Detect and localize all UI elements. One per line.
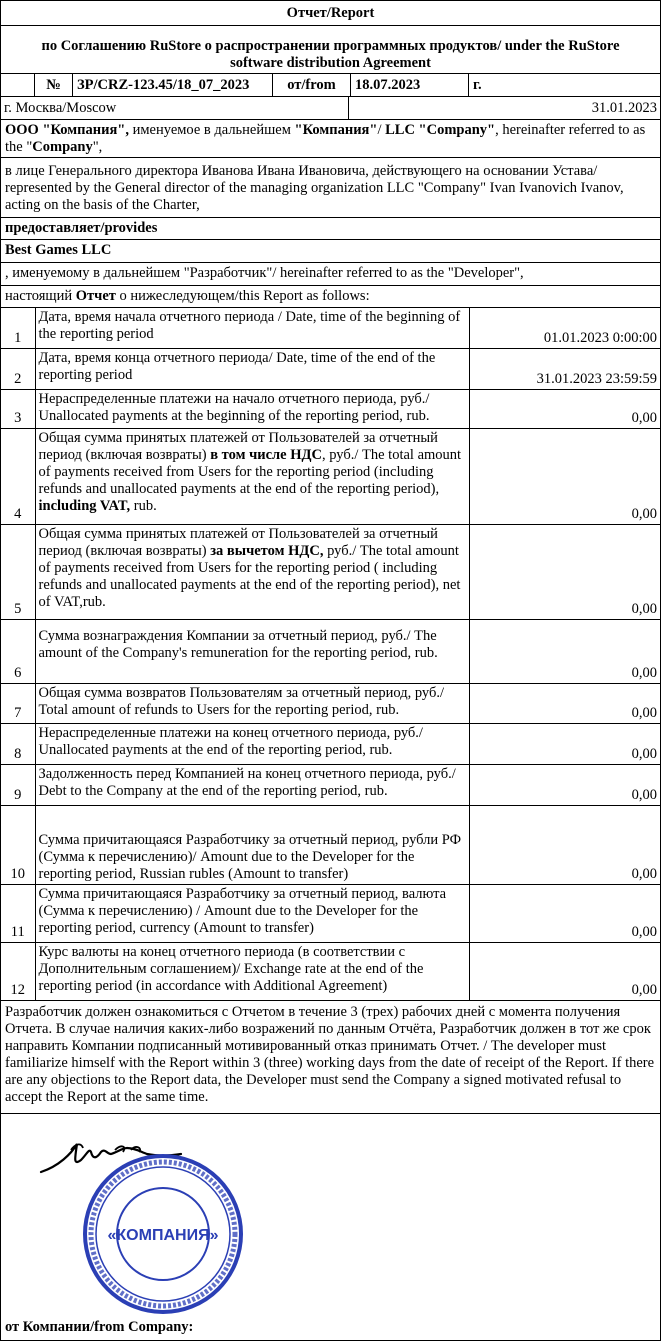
developer-name: Best Games LLC: [1, 240, 660, 263]
table-row: [1, 764, 660, 805]
from-company-label: от Компании/from Company:: [5, 1318, 194, 1335]
table-row: [1, 308, 660, 348]
item-value: 0,00: [469, 942, 660, 1000]
item-description: Общая сумма принятых платежей от Пользователей за отчетный период (включая возвраты) в том числе НДС, руб./ The total amount of payments received from Users for the reporting period (including refunds and unallocated payments at the end of the reporting period), including VAT, rub.: [35, 428, 469, 524]
report-terms-note: Разработчик должен ознакомиться с Отчетом в течение 3 (трех) рабочих дней с момента получения Отчета. В случае наличия каких-либо возражений по данным Отчёта, Разработчик должен в тот же срок направить Компании подписанный мотивированный отказ принимать Отчет. / The developer must familiarize himself with the Report within 3 (three) working days from the date of receipt of the Report. If there are any objections to the Report data, the Developer must send the Company a signed motivated refusal to accept the Report at the same time.: [1, 1001, 660, 1114]
item-value: 31.01.2023 23:59:59: [469, 348, 660, 389]
number-label: №: [35, 74, 73, 96]
item-number: 12: [1, 942, 35, 1000]
item-description: Задолженность перед Компанией на конец отчетного периода, руб./ Debt to the Company at the end of the reporting period, rub.: [35, 764, 469, 805]
table-row: [1, 428, 660, 524]
agreement-date: 18.07.2023: [351, 74, 469, 96]
item-number: 4: [1, 428, 35, 524]
item-value: 0,00: [469, 619, 660, 683]
item-description: Дата, время конца отчетного периода/ Date, time of the end of the reporting period: [35, 348, 469, 389]
report-title: Отчет/Report: [1, 1, 660, 26]
representative-text: в лице Генерального директора Иванова Ивана Ивановича, действующего на основании Устава/ represented by the General director of the managing organization LLC "Company" Ivan Ivanovich Ivanov, acting on the basis of the Charter,: [1, 158, 660, 218]
item-value: 0,00: [469, 524, 660, 619]
item-value: 0,00: [469, 764, 660, 805]
item-number: 7: [1, 683, 35, 723]
item-value: 0,00: [469, 884, 660, 942]
item-value: 01.01.2023 0:00:00: [469, 308, 660, 348]
item-description: Нераспределенные платежи на конец отчетного периода, руб./ Unallocated payments at the end of the reporting period, rub.: [35, 723, 469, 764]
item-value: 0,00: [469, 389, 660, 428]
item-value: 0,00: [469, 428, 660, 524]
from-label: от/from: [273, 74, 351, 96]
item-number: 8: [1, 723, 35, 764]
city-date-row: [1, 97, 660, 120]
stamp-text: «КОМПАНИЯ»: [107, 1226, 219, 1244]
item-value: 0,00: [469, 805, 660, 884]
agreement-number: ЗР/CRZ-123.45/18_07_2023: [73, 74, 273, 96]
item-number: 9: [1, 764, 35, 805]
signature-section: [1, 1114, 660, 1340]
item-number: 2: [1, 348, 35, 389]
table-row: [1, 884, 660, 942]
agreement-line-2: software distribution Agreement: [230, 55, 431, 71]
item-value: 0,00: [469, 683, 660, 723]
agreement-number-row: [1, 74, 660, 97]
item-description: Общая сумма принятых платежей от Пользователей за отчетный период (включая возвраты) за вычетом НДС, руб./ The total amount of payments received from Users for the reporting period ( including refunds and unallocated payments at the end of the reporting period), net of VAT,rub.: [35, 524, 469, 619]
table-row: [1, 723, 660, 764]
table-row: [1, 805, 660, 884]
provides-label: предоставляет/provides: [1, 218, 660, 240]
city: г. Москва/Moscow: [1, 97, 349, 119]
table-row: [1, 683, 660, 723]
agreement-line-1: по Соглашению RuStore о распространении программных продуктов/ under the RuStore: [41, 38, 620, 54]
table-row: [1, 348, 660, 389]
item-description: Сумма причитающаяся Разработчику за отчетный период, рубли РФ (Сумма к перечислению)/ Amount due to the Developer for the reporting period, Russian rubles (Amount to transfer): [35, 805, 469, 884]
report-date: 31.01.2023: [591, 100, 657, 116]
item-description: Сумма вознаграждения Компании за отчетный период, руб./ The amount of the Company's remuneration for the reporting period, rub.: [35, 619, 469, 683]
item-description: Дата, время начала отчетного периода / Date, time of the beginning of the reporting period: [35, 308, 469, 348]
item-description: Нераспределенные платежи на начало отчетного периода, руб./ Unallocated payments at the beginning of the reporting period, rub.: [35, 389, 469, 428]
item-value: 0,00: [469, 723, 660, 764]
developer-reference: , именуемому в дальнейшем "Разработчик"/ hereinafter referred to as the "Developer",: [1, 263, 660, 286]
item-description: Общая сумма возвратов Пользователям за отчетный период, руб./ Total amount of refunds to Users for the reporting period, rub.: [35, 683, 469, 723]
report-items-table: [1, 308, 660, 1001]
table-row: [1, 942, 660, 1000]
report-intro: настоящий Отчет о нижеследующем/this Report as follows:: [1, 286, 660, 308]
item-number: 5: [1, 524, 35, 619]
item-number: 10: [1, 805, 35, 884]
table-row: [1, 524, 660, 619]
year-suffix: г.: [473, 77, 482, 93]
table-row: [1, 619, 660, 683]
item-number: 1: [1, 308, 35, 348]
agreement-title: [1, 26, 660, 74]
company-party: ООО "Компания", именуемое в дальнейшем "Компания"/ LLC "Company", hereinafter referred to as the "Company",: [1, 120, 660, 158]
item-number: 6: [1, 619, 35, 683]
item-number: 11: [1, 884, 35, 942]
item-description: Сумма причитающаяся Разработчику за отчетный период, валюта (Сумма к перечислению) / Amount due to the Developer for the reporting period, currency (Amount to transfer): [35, 884, 469, 942]
item-description: Курс валюты на конец отчетного периода (в соответствии с Дополнительным соглашением)/ Exchange rate at the end of the reporting period (in accordance with Additional Agreement): [35, 942, 469, 1000]
signature-stamp-graphic: [31, 1114, 331, 1340]
company-stamp: [85, 1156, 241, 1312]
table-row: [1, 389, 660, 428]
item-number: 3: [1, 389, 35, 428]
